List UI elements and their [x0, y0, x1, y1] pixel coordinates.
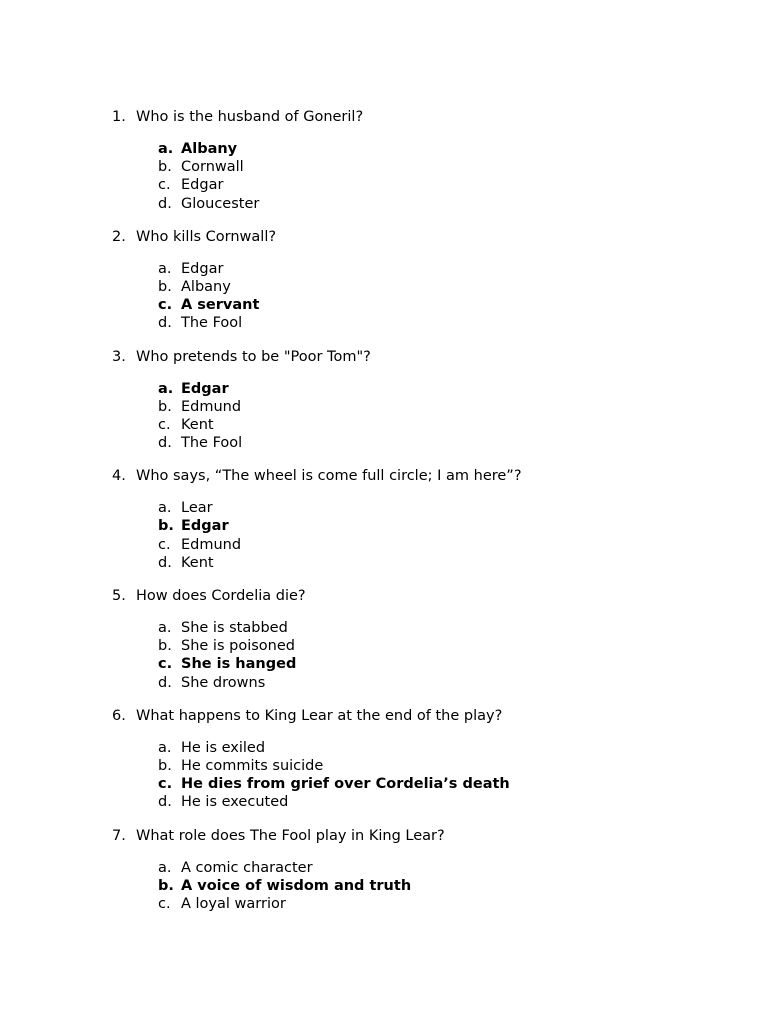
question-text: Who is the husband of Goneril?: [136, 109, 364, 125]
answer-option-correct: [158, 655, 732, 673]
answer-option: [158, 536, 732, 554]
question-line: [112, 586, 732, 606]
option-letter: c.: [158, 536, 171, 553]
option-text: He dies from grief over Cordelia’s death: [181, 776, 510, 793]
option-text: Cornwall: [181, 159, 244, 176]
option-text: He is executed: [181, 794, 289, 811]
option-letter: a.: [158, 739, 172, 756]
answer-option: [158, 739, 732, 757]
answer-options: [158, 739, 732, 812]
option-letter: b.: [158, 638, 172, 655]
option-letter: d.: [158, 794, 172, 811]
option-text: Albany: [181, 278, 231, 295]
question-line: [112, 826, 732, 846]
question-line: [112, 227, 732, 247]
quiz-question-5: [112, 586, 732, 692]
option-text: A servant: [181, 297, 260, 314]
answer-option: [158, 499, 732, 517]
option-letter: d.: [158, 315, 172, 332]
option-letter: c.: [158, 297, 173, 314]
option-text: Edmund: [181, 536, 242, 553]
question-number: 6.: [112, 707, 126, 724]
answer-options: [158, 499, 732, 572]
answer-option: [158, 158, 732, 176]
option-letter: a.: [158, 380, 174, 397]
option-letter: c.: [158, 177, 171, 194]
question-text: Who says, “The wheel is come full circle; I am here”?: [136, 468, 522, 485]
option-letter: a.: [158, 141, 174, 157]
option-letter: a.: [158, 500, 172, 517]
option-letter: b.: [158, 398, 172, 415]
option-letter: a.: [158, 859, 172, 876]
answer-option: [158, 859, 732, 877]
question-number: 1.: [112, 109, 126, 125]
option-letter: c.: [158, 776, 173, 793]
option-letter: c.: [158, 895, 171, 912]
option-text: Gloucester: [181, 195, 260, 212]
answer-option: [158, 637, 732, 655]
answer-option-correct: [158, 517, 732, 535]
option-text: Edgar: [181, 260, 224, 277]
option-text: Edgar: [181, 380, 229, 397]
question-line: [112, 347, 732, 367]
option-letter: b.: [158, 877, 174, 894]
question-text: What role does The Fool play in King Lear?: [136, 827, 445, 844]
answer-option-correct: [158, 296, 732, 314]
option-text: Edmund: [181, 398, 242, 415]
option-text: The Fool: [181, 315, 243, 332]
option-text: Lear: [181, 500, 213, 517]
answer-option: [158, 757, 732, 775]
answer-option: [158, 195, 732, 213]
option-letter: c.: [158, 656, 173, 673]
question-number: 4.: [112, 468, 126, 485]
option-letter: d.: [158, 554, 172, 571]
quiz-question-3: [112, 347, 732, 453]
option-text: He commits suicide: [181, 757, 324, 774]
answer-option: [158, 260, 732, 278]
quiz-question-list: [112, 107, 732, 927]
option-letter: b.: [158, 757, 172, 774]
option-letter: b.: [158, 159, 172, 176]
question-number: 7.: [112, 827, 126, 844]
option-text: The Fool: [181, 435, 243, 452]
question-number: 5.: [112, 588, 126, 604]
quiz-question-2: [112, 227, 732, 333]
option-text: A loyal warrior: [181, 895, 286, 912]
option-letter: d.: [158, 195, 172, 212]
option-text: She is stabbed: [181, 620, 288, 636]
answer-option-correct: [158, 140, 732, 158]
option-text: Kent: [181, 416, 214, 433]
option-letter: b.: [158, 518, 174, 535]
answer-option: [158, 398, 732, 416]
answer-options: [158, 619, 732, 692]
question-number: 3.: [112, 348, 126, 365]
option-text: A voice of wisdom and truth: [181, 877, 412, 894]
answer-option: [158, 554, 732, 572]
option-text: Edgar: [181, 177, 224, 194]
answer-options: [158, 260, 732, 333]
quiz-question-7: [112, 826, 732, 914]
option-letter: a.: [158, 620, 172, 636]
question-text: What happens to King Lear at the end of the play?: [136, 707, 503, 724]
option-letter: b.: [158, 278, 172, 295]
answer-option: [158, 176, 732, 194]
question-line: [112, 107, 732, 127]
answer-options: [158, 859, 732, 914]
option-text: Albany: [181, 141, 238, 157]
answer-option: [158, 793, 732, 811]
answer-option: [158, 619, 732, 637]
answer-option: [158, 895, 732, 913]
answer-option-correct: [158, 877, 732, 895]
option-text: He is exiled: [181, 739, 266, 756]
question-text: Who pretends to be "Poor Tom"?: [136, 348, 371, 365]
option-text: She is hanged: [181, 656, 297, 673]
answer-option: [158, 278, 732, 296]
quiz-question-6: [112, 706, 732, 812]
option-letter: d.: [158, 674, 172, 691]
question-line: [112, 706, 732, 726]
quiz-question-1: [112, 107, 732, 213]
quiz-question-4: [112, 466, 732, 572]
question-number: 2.: [112, 228, 126, 245]
option-letter: c.: [158, 416, 171, 433]
answer-option: [158, 314, 732, 332]
answer-options: [158, 140, 732, 213]
question-text: How does Cordelia die?: [136, 588, 306, 604]
option-text: She drowns: [181, 674, 266, 691]
answer-options: [158, 380, 732, 453]
answer-option: [158, 416, 732, 434]
answer-option: [158, 674, 732, 692]
answer-option-correct: [158, 775, 732, 793]
question-line: [112, 466, 732, 486]
answer-option-correct: [158, 380, 732, 398]
option-letter: a.: [158, 260, 172, 277]
option-text: Kent: [181, 554, 214, 571]
option-text: She is poisoned: [181, 638, 295, 655]
answer-option: [158, 434, 732, 452]
option-letter: d.: [158, 435, 172, 452]
option-text: A comic character: [181, 859, 313, 876]
option-text: Edgar: [181, 518, 229, 535]
question-text: Who kills Cornwall?: [136, 228, 277, 245]
